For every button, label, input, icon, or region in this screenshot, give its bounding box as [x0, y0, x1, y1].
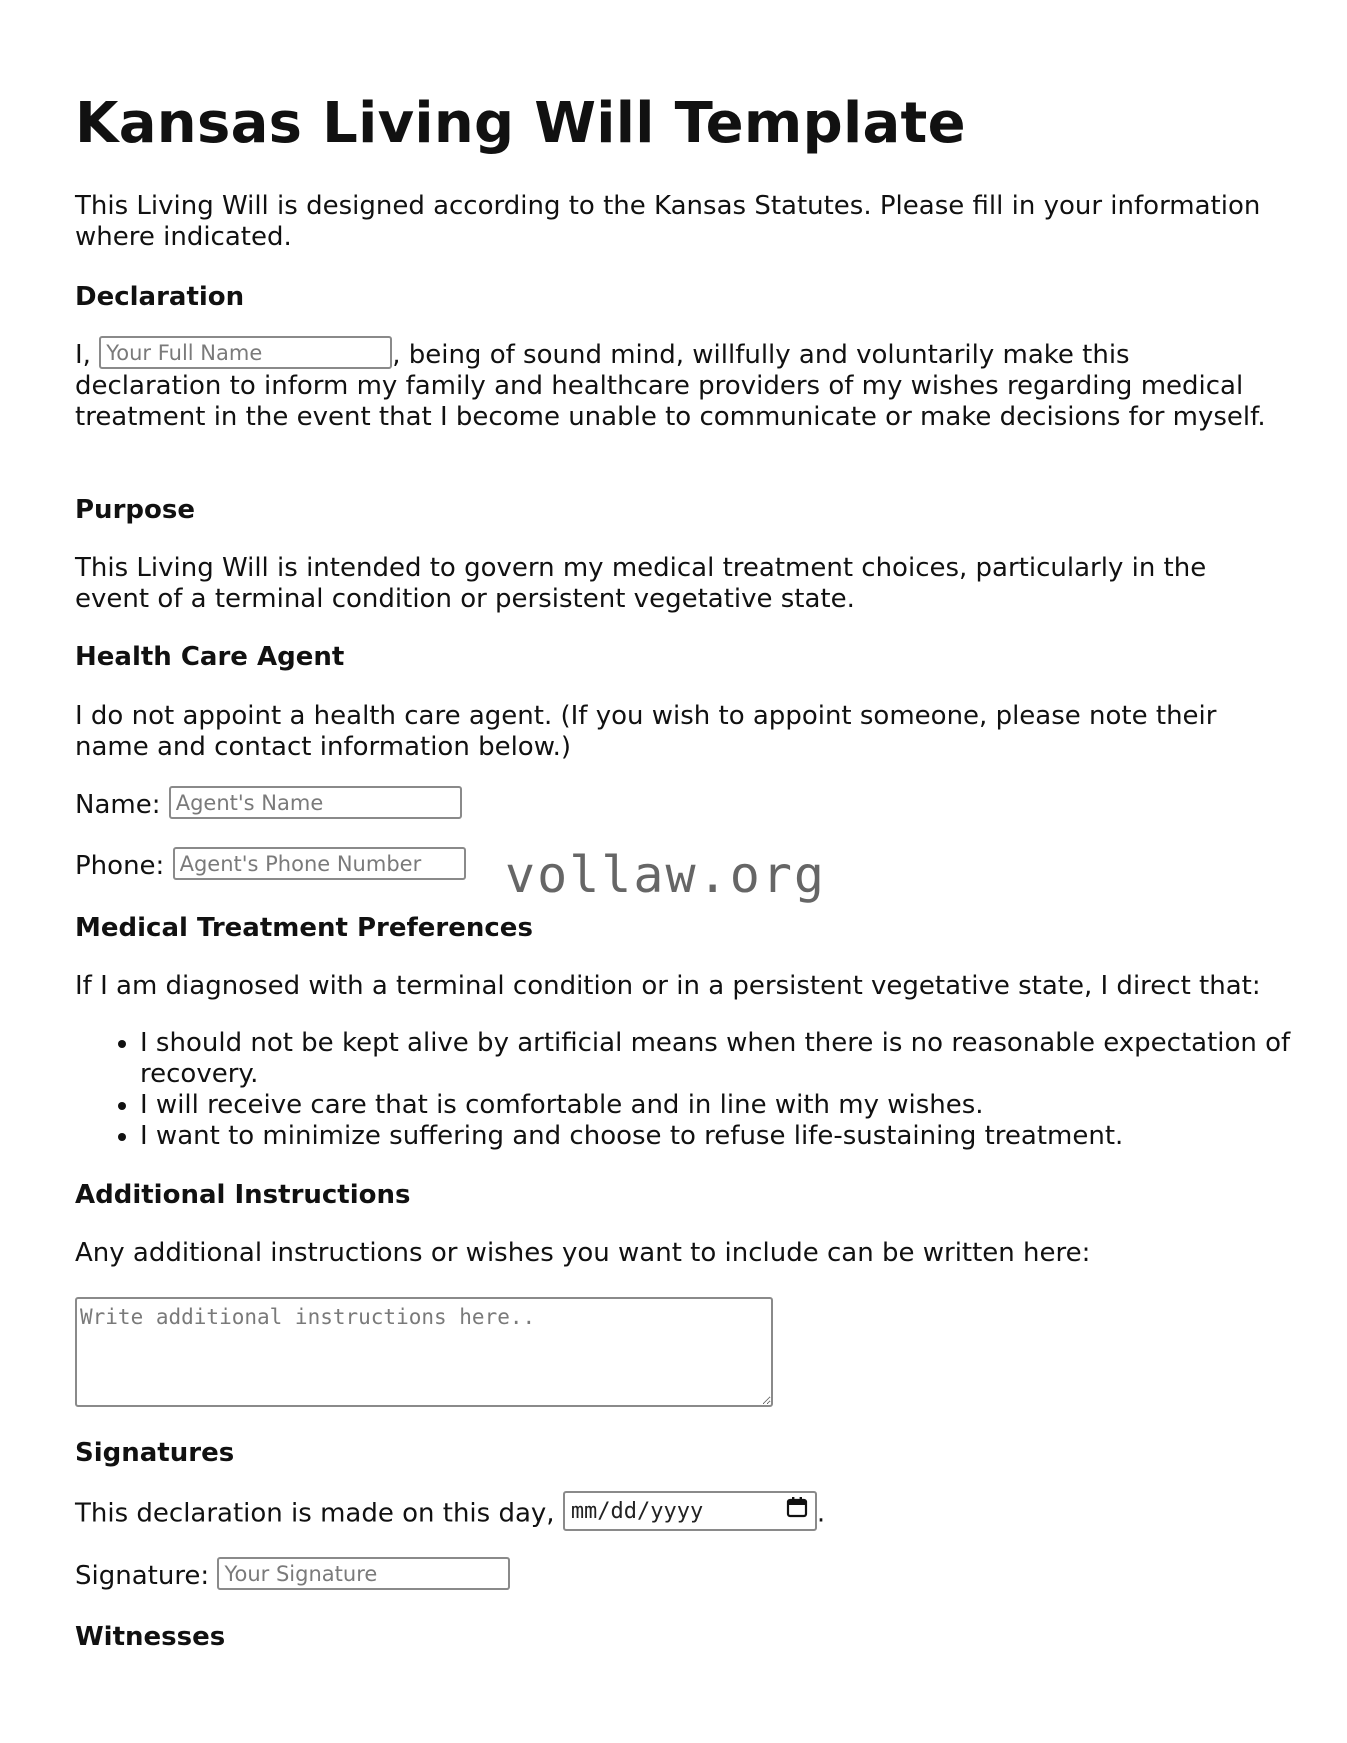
- date-placeholder: mm/dd/yyyy: [570, 1498, 704, 1524]
- date-input[interactable]: [563, 1491, 817, 1531]
- preferences-list: [75, 1028, 1340, 1152]
- list-item: • I want to minimize suffering and choose to refuse life-sustaining treatment.: [140, 1121, 1340, 1152]
- list-item: • I will receive care that is comfortable and in line with my wishes.: [140, 1090, 1340, 1121]
- witnesses-heading: Witnesses: [75, 1622, 226, 1652]
- agent-phone-input[interactable]: [173, 847, 466, 880]
- date-suffix: .: [816, 1498, 826, 1529]
- preferences-text: If I am diagnosed with a terminal condition or in a persistent vegetative state, I direct that:: [75, 971, 1261, 1001]
- declaration-heading: Declaration: [75, 282, 245, 312]
- intro-text: This Living Will is designed according to the Kansas Statutes. Please fill in your information where indicated.: [75, 191, 1261, 252]
- agent-name-label: Name:: [75, 790, 161, 820]
- additional-instructions-textarea[interactable]: [75, 1297, 773, 1407]
- date-row: [75, 1497, 825, 1531]
- declaration-paragraph: [75, 340, 1275, 433]
- agent-heading: Health Care Agent: [75, 642, 345, 672]
- agent-text: I do not appoint a health care agent. (If you wish to appoint someone, please note their name and contact information below.): [75, 701, 1217, 762]
- declaration-prefix: I,: [75, 340, 91, 370]
- page-title: Kansas Living Will Template: [75, 91, 966, 156]
- agent-name-row: [75, 790, 462, 821]
- signature-row: [75, 1561, 510, 1592]
- signature-input[interactable]: [217, 1557, 510, 1590]
- agent-phone-label: Phone:: [75, 851, 165, 881]
- list-item: • I should not be kept alive by artificial means when there is no reasonable expectation of recovery.: [140, 1028, 1340, 1090]
- additional-heading: Additional Instructions: [75, 1180, 411, 1210]
- preferences-heading: Medical Treatment Preferences: [75, 913, 533, 943]
- date-text: This declaration is made on this day,: [75, 1498, 555, 1529]
- declaration-text: , being of sound mind, willfully and voluntarily make this declaration to inform my family and healthcare providers of my wishes regarding medical treatment in the event that I become unable to communicate or make decisions for myself.: [75, 340, 1266, 432]
- signatures-heading: Signatures: [75, 1438, 235, 1468]
- agent-name-input[interactable]: [169, 786, 462, 819]
- agent-phone-row: [75, 851, 466, 882]
- full-name-input[interactable]: [99, 336, 392, 369]
- watermark: vollaw.org: [505, 846, 827, 904]
- purpose-heading: Purpose: [75, 495, 195, 525]
- additional-text: Any additional instructions or wishes you want to include can be written here:: [75, 1238, 1091, 1268]
- calendar-icon[interactable]: [785, 1495, 809, 1528]
- signature-label: Signature:: [75, 1561, 210, 1591]
- purpose-text: This Living Will is intended to govern my medical treatment choices, particularly in the event of a terminal condition or persistent vegetative state.: [75, 553, 1207, 614]
